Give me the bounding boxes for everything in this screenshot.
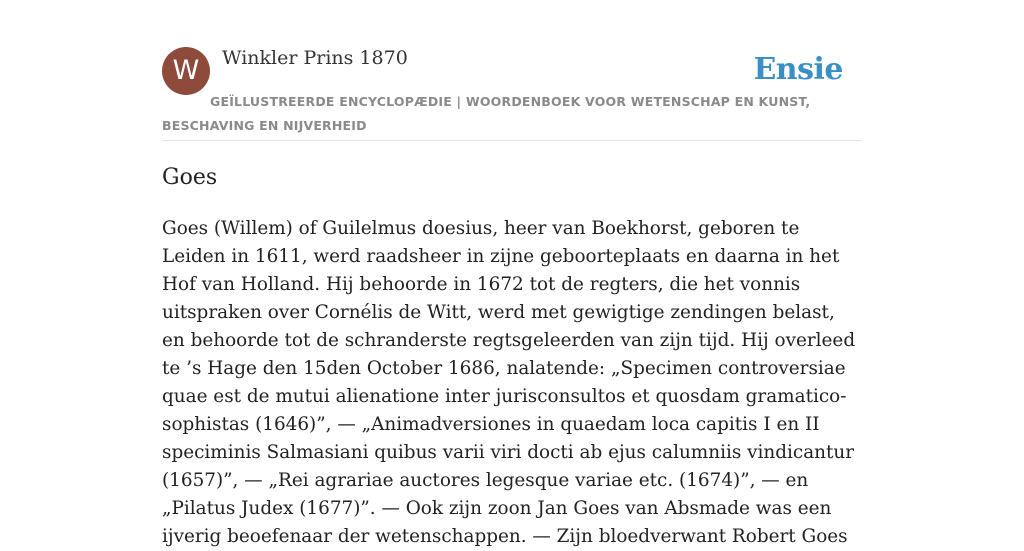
article-body: Goes (Willem) of Guilelmus doesius, heer van Boekhorst, geboren te Leiden in 1611, werd raadsheer in zijne geboorteplaats en daarna in het Hof van Holland. Hij behoorde in 1672 tot de regters, die het vonnis uitspraken over Cornélis de Witt, werd met gewigtige zendingen belast, en behoorde tot de schranderste regtsgeleerden van zijn tijd. Hij overleed te ’s Hage den 15den October 1686, nalatende: „Specimen controversiae quae est de mutui alienatione inter jurisconsultos et quosdam gramatico-sophistas (1646)”, — „Animadversiones in quaedam loca capitis I en II speciminis Salmasiani quibus varii viri docti ab ejus calumniis vindicantur (1657)”, — „Rei agrariae auctores legesque variae etc. (1674)”, — en „Pilatus Judex (1677)”. — Ook zijn zoon Jan Goes van Absmade was een ijverig beoefenaar der wetenschappen. — Zijn bloedverwant Robert Goes — [162, 218, 856, 547]
article-title: Goes — [162, 165, 218, 190]
brand-logo-link[interactable]: Ensie — [753, 52, 843, 87]
source-title-link[interactable]: Winkler Prins 1870 — [222, 47, 408, 69]
header — [162, 46, 862, 141]
avatar[interactable]: W — [162, 47, 210, 95]
source-subtitle: GEÏLLUSTREERDE ENCYCLOPÆDIE | WOORDENBOEK VOOR WETENSCHAP EN KUNST, BESCHAVING EN NIJVERHEID — [162, 94, 811, 133]
